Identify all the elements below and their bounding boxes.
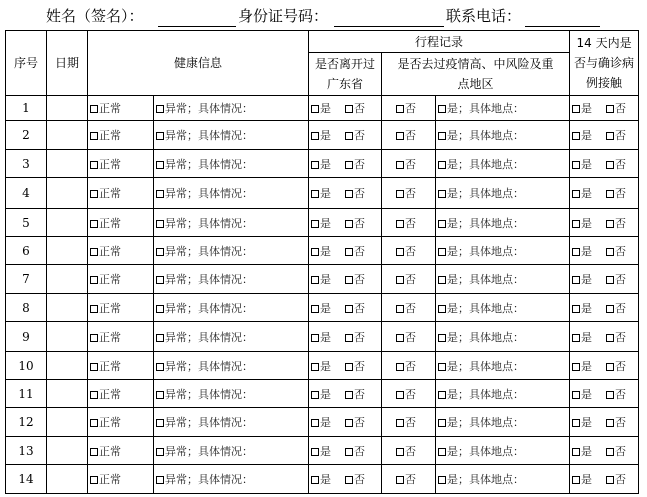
checkbox-icon[interactable] [90, 105, 98, 113]
checkbox-icon[interactable] [606, 391, 614, 399]
health-normal-option[interactable]: 正常 [88, 209, 154, 237]
checkbox-icon[interactable] [156, 276, 164, 284]
row-date[interactable] [47, 209, 88, 237]
row-seq: 5 [6, 209, 47, 237]
health-normal-option[interactable]: 正常 [88, 437, 154, 465]
risk-area-yes-option[interactable]: 是；具体地点： [436, 121, 570, 150]
checkbox-icon[interactable] [438, 391, 446, 399]
left-gd-options[interactable]: 是 否 [309, 265, 382, 294]
table-row [6, 178, 639, 209]
col-travel: 行程记录 [309, 31, 570, 53]
contact-options[interactable]: 是 否 [570, 322, 639, 352]
col-left-gd: 是否离开过广东省 [309, 53, 382, 96]
checkbox-icon[interactable] [438, 220, 446, 228]
contact-options[interactable]: 是 否 [570, 265, 639, 294]
risk-area-yes-option[interactable]: 是；具体地点： [436, 265, 570, 294]
row-seq: 12 [6, 408, 47, 437]
checkbox-icon[interactable] [156, 305, 164, 313]
checkbox-icon[interactable] [345, 132, 353, 140]
table-row [6, 380, 639, 408]
checkbox-icon[interactable] [156, 132, 164, 140]
health-abnormal-option[interactable]: 异常；具体情况： [154, 121, 309, 150]
checkbox-icon[interactable] [345, 476, 353, 484]
checkbox-icon[interactable] [311, 161, 319, 169]
checkbox-icon[interactable] [606, 363, 614, 371]
left-gd-options[interactable]: 是 否 [309, 294, 382, 322]
table-row [6, 265, 639, 294]
health-travel-table [5, 30, 639, 494]
health-normal-option[interactable]: 正常 [88, 465, 154, 494]
checkbox-icon[interactable] [438, 419, 446, 427]
table-row [6, 465, 639, 494]
col-contact: 14 天内是否与确诊病例接触 [570, 31, 639, 96]
checkbox-icon[interactable] [606, 132, 614, 140]
risk-area-yes-option[interactable]: 是；具体地点： [436, 322, 570, 352]
checkbox-icon[interactable] [311, 391, 319, 399]
left-gd-options[interactable]: 是 否 [309, 408, 382, 437]
checkbox-icon[interactable] [606, 334, 614, 342]
checkbox-icon[interactable] [606, 419, 614, 427]
checkbox-icon[interactable] [572, 161, 580, 169]
risk-area-yes-option[interactable]: 是；具体地点： [436, 96, 570, 121]
row-date[interactable] [47, 96, 88, 121]
row-seq: 3 [6, 150, 47, 178]
col-risk-area: 是否去过疫情高、中风险及重点地区 [382, 53, 570, 96]
checkbox-icon[interactable] [345, 105, 353, 113]
risk-area-no-option[interactable]: 否 [382, 352, 436, 380]
contact-options[interactable]: 是 否 [570, 121, 639, 150]
checkbox-icon[interactable] [438, 105, 446, 113]
checkbox-icon[interactable] [90, 448, 98, 456]
checkbox-icon[interactable] [606, 476, 614, 484]
checkbox-icon[interactable] [345, 448, 353, 456]
contact-options[interactable]: 是 否 [570, 408, 639, 437]
checkbox-icon[interactable] [156, 334, 164, 342]
col-health: 健康信息 [88, 31, 309, 96]
checkbox-icon[interactable] [156, 363, 164, 371]
health-abnormal-option[interactable]: 异常；具体情况： [154, 465, 309, 494]
row-date[interactable] [47, 178, 88, 209]
col-date: 日期 [47, 31, 88, 96]
checkbox-icon[interactable] [572, 132, 580, 140]
risk-area-yes-option[interactable]: 是；具体地点： [436, 294, 570, 322]
checkbox-icon[interactable] [156, 476, 164, 484]
risk-area-no-option[interactable]: 否 [382, 294, 436, 322]
health-abnormal-option[interactable]: 异常；具体情况： [154, 352, 309, 380]
row-seq: 7 [6, 265, 47, 294]
health-abnormal-option[interactable]: 异常；具体情况： [154, 96, 309, 121]
left-gd-options[interactable]: 是 否 [309, 237, 382, 265]
checkbox-icon[interactable] [345, 305, 353, 313]
checkbox-icon[interactable] [345, 248, 353, 256]
name-blank[interactable] [158, 26, 236, 27]
health-normal-option[interactable]: 正常 [88, 265, 154, 294]
checkbox-icon[interactable] [396, 190, 404, 198]
risk-area-no-option[interactable]: 否 [382, 209, 436, 237]
checkbox-icon[interactable] [572, 220, 580, 228]
checkbox-icon[interactable] [438, 363, 446, 371]
row-date[interactable] [47, 237, 88, 265]
table-row [6, 352, 639, 380]
left-gd-options[interactable]: 是 否 [309, 380, 382, 408]
left-gd-options[interactable]: 是 否 [309, 437, 382, 465]
checkbox-icon[interactable] [572, 391, 580, 399]
contact-options[interactable]: 是 否 [570, 352, 639, 380]
row-date[interactable] [47, 380, 88, 408]
checkbox-icon[interactable] [90, 363, 98, 371]
table-row [6, 96, 639, 121]
health-normal-option[interactable]: 正常 [88, 150, 154, 178]
row-date[interactable] [47, 465, 88, 494]
left-gd-options[interactable]: 是 否 [309, 352, 382, 380]
risk-area-no-option[interactable]: 否 [382, 380, 436, 408]
checkbox-icon[interactable] [606, 105, 614, 113]
checkbox-icon[interactable] [311, 190, 319, 198]
checkbox-icon[interactable] [438, 448, 446, 456]
checkbox-icon[interactable] [606, 248, 614, 256]
checkbox-icon[interactable] [345, 276, 353, 284]
contact-options[interactable]: 是 否 [570, 294, 639, 322]
checkbox-icon[interactable] [156, 391, 164, 399]
checkbox-icon[interactable] [156, 190, 164, 198]
risk-area-yes-option[interactable]: 是；具体地点： [436, 178, 570, 209]
checkbox-icon[interactable] [156, 248, 164, 256]
contact-options[interactable]: 是 否 [570, 150, 639, 178]
checkbox-icon[interactable] [396, 448, 404, 456]
row-seq: 10 [6, 352, 47, 380]
checkbox-icon[interactable] [438, 476, 446, 484]
row-seq: 8 [6, 294, 47, 322]
checkbox-icon[interactable] [90, 132, 98, 140]
checkbox-icon[interactable] [438, 248, 446, 256]
risk-area-yes-option[interactable]: 是；具体地点： [436, 150, 570, 178]
risk-area-no-option[interactable]: 否 [382, 465, 436, 494]
checkbox-icon[interactable] [345, 334, 353, 342]
health-abnormal-option[interactable]: 异常；具体情况： [154, 237, 309, 265]
checkbox-icon[interactable] [345, 220, 353, 228]
checkbox-icon[interactable] [90, 276, 98, 284]
checkbox-icon[interactable] [572, 248, 580, 256]
checkbox-icon[interactable] [396, 276, 404, 284]
health-normal-option[interactable]: 正常 [88, 322, 154, 352]
health-normal-option[interactable]: 正常 [88, 352, 154, 380]
left-gd-options[interactable]: 是 否 [309, 150, 382, 178]
health-normal-option[interactable]: 正常 [88, 121, 154, 150]
health-normal-option[interactable]: 正常 [88, 96, 154, 121]
checkbox-icon[interactable] [311, 220, 319, 228]
left-gd-options[interactable]: 是 否 [309, 322, 382, 352]
risk-area-no-option[interactable]: 否 [382, 121, 436, 150]
left-gd-options[interactable]: 是 否 [309, 465, 382, 494]
checkbox-icon[interactable] [396, 248, 404, 256]
checkbox-icon[interactable] [396, 220, 404, 228]
table-row [6, 121, 639, 150]
checkbox-icon[interactable] [396, 391, 404, 399]
checkbox-icon[interactable] [345, 190, 353, 198]
risk-area-no-option[interactable]: 否 [382, 437, 436, 465]
risk-area-no-option[interactable]: 否 [382, 150, 436, 178]
checkbox-icon[interactable] [345, 161, 353, 169]
phone-label: 联系电话： [446, 7, 522, 25]
checkbox-icon[interactable] [90, 161, 98, 169]
checkbox-icon[interactable] [572, 363, 580, 371]
checkbox-icon[interactable] [90, 248, 98, 256]
health-normal-option[interactable]: 正常 [88, 237, 154, 265]
checkbox-icon[interactable] [90, 190, 98, 198]
checkbox-icon[interactable] [156, 220, 164, 228]
form-header [0, 5, 647, 29]
checkbox-icon[interactable] [90, 220, 98, 228]
contact-options[interactable]: 是 否 [570, 437, 639, 465]
col-seq: 序号 [6, 31, 47, 96]
checkbox-icon[interactable] [572, 334, 580, 342]
checkbox-icon[interactable] [90, 334, 98, 342]
risk-area-no-option[interactable]: 否 [382, 237, 436, 265]
checkbox-icon[interactable] [438, 132, 446, 140]
checkbox-icon[interactable] [438, 276, 446, 284]
phone-blank[interactable] [525, 26, 600, 27]
risk-area-no-option[interactable]: 否 [382, 408, 436, 437]
left-gd-options[interactable]: 是 否 [309, 178, 382, 209]
checkbox-icon[interactable] [156, 105, 164, 113]
contact-options[interactable]: 是 否 [570, 380, 639, 408]
checkbox-icon[interactable] [311, 448, 319, 456]
name-label: 姓名（签名）： [46, 7, 144, 25]
table-row [6, 437, 639, 465]
risk-area-no-option[interactable]: 否 [382, 265, 436, 294]
row-date[interactable] [47, 352, 88, 380]
health-abnormal-option[interactable]: 异常；具体情况： [154, 437, 309, 465]
risk-area-yes-option[interactable]: 是；具体地点： [436, 352, 570, 380]
checkbox-icon[interactable] [311, 334, 319, 342]
checkbox-icon[interactable] [311, 248, 319, 256]
contact-options[interactable]: 是 否 [570, 96, 639, 121]
checkbox-icon[interactable] [396, 305, 404, 313]
row-date[interactable] [47, 408, 88, 437]
risk-area-yes-option[interactable]: 是；具体地点： [436, 437, 570, 465]
risk-area-yes-option[interactable]: 是；具体地点： [436, 380, 570, 408]
checkbox-icon[interactable] [606, 190, 614, 198]
checkbox-icon[interactable] [572, 276, 580, 284]
checkbox-icon[interactable] [396, 419, 404, 427]
row-seq: 2 [6, 121, 47, 150]
risk-area-no-option[interactable]: 否 [382, 322, 436, 352]
health-abnormal-option[interactable]: 异常；具体情况： [154, 294, 309, 322]
row-seq: 9 [6, 322, 47, 352]
row-seq: 13 [6, 437, 47, 465]
health-normal-option[interactable]: 正常 [88, 294, 154, 322]
checkbox-icon[interactable] [90, 476, 98, 484]
checkbox-icon[interactable] [396, 132, 404, 140]
checkbox-icon[interactable] [311, 276, 319, 284]
row-date[interactable] [47, 294, 88, 322]
checkbox-icon[interactable] [572, 448, 580, 456]
health-abnormal-option[interactable]: 异常；具体情况： [154, 150, 309, 178]
contact-options[interactable]: 是 否 [570, 178, 639, 209]
left-gd-options[interactable]: 是 否 [309, 121, 382, 150]
checkbox-icon[interactable] [345, 363, 353, 371]
checkbox-icon[interactable] [311, 363, 319, 371]
row-seq: 11 [6, 380, 47, 408]
left-gd-options[interactable]: 是 否 [309, 209, 382, 237]
checkbox-icon[interactable] [396, 476, 404, 484]
checkbox-icon[interactable] [156, 448, 164, 456]
risk-area-yes-option[interactable]: 是；具体地点： [436, 209, 570, 237]
row-date[interactable] [47, 150, 88, 178]
row-date[interactable] [47, 437, 88, 465]
row-date[interactable] [47, 121, 88, 150]
risk-area-yes-option[interactable]: 是；具体地点： [436, 465, 570, 494]
id-label: 身份证号码： [238, 7, 329, 25]
checkbox-icon[interactable] [156, 419, 164, 427]
checkbox-icon[interactable] [311, 105, 319, 113]
risk-area-yes-option[interactable]: 是；具体地点： [436, 408, 570, 437]
checkbox-icon[interactable] [396, 105, 404, 113]
checkbox-icon[interactable] [396, 334, 404, 342]
checkbox-icon[interactable] [345, 391, 353, 399]
contact-options[interactable]: 是 否 [570, 209, 639, 237]
health-normal-option[interactable]: 正常 [88, 380, 154, 408]
row-seq: 4 [6, 178, 47, 209]
health-abnormal-option[interactable]: 异常；具体情况： [154, 178, 309, 209]
checkbox-icon[interactable] [396, 363, 404, 371]
health-normal-option[interactable]: 正常 [88, 178, 154, 209]
risk-area-yes-option[interactable]: 是；具体地点： [436, 237, 570, 265]
table-row [6, 408, 639, 437]
health-abnormal-option[interactable]: 异常；具体情况： [154, 408, 309, 437]
row-seq: 1 [6, 96, 47, 121]
table-row [6, 237, 639, 265]
table-row [6, 209, 639, 237]
checkbox-icon[interactable] [311, 132, 319, 140]
checkbox-icon[interactable] [606, 448, 614, 456]
row-date[interactable] [47, 265, 88, 294]
risk-area-no-option[interactable]: 否 [382, 96, 436, 121]
row-seq: 6 [6, 237, 47, 265]
checkbox-icon[interactable] [606, 276, 614, 284]
checkbox-icon[interactable] [438, 334, 446, 342]
health-normal-option[interactable]: 正常 [88, 408, 154, 437]
health-abnormal-option[interactable]: 异常；具体情况： [154, 380, 309, 408]
checkbox-icon[interactable] [345, 419, 353, 427]
left-gd-options[interactable]: 是 否 [309, 96, 382, 121]
health-abnormal-option[interactable]: 异常；具体情况： [154, 322, 309, 352]
checkbox-icon[interactable] [90, 305, 98, 313]
checkbox-icon[interactable] [606, 161, 614, 169]
health-abnormal-option[interactable]: 异常；具体情况： [154, 209, 309, 237]
checkbox-icon[interactable] [438, 305, 446, 313]
contact-options[interactable]: 是 否 [570, 465, 639, 494]
table-row [6, 150, 639, 178]
row-seq: 14 [6, 465, 47, 494]
checkbox-icon[interactable] [396, 161, 404, 169]
health-abnormal-option[interactable]: 异常；具体情况： [154, 265, 309, 294]
checkbox-icon[interactable] [572, 105, 580, 113]
contact-options[interactable]: 是 否 [570, 237, 639, 265]
id-blank[interactable] [334, 26, 444, 27]
risk-area-no-option[interactable]: 否 [382, 178, 436, 209]
checkbox-icon[interactable] [606, 305, 614, 313]
table-row [6, 294, 639, 322]
checkbox-icon[interactable] [90, 419, 98, 427]
checkbox-icon[interactable] [438, 161, 446, 169]
checkbox-icon[interactable] [156, 161, 164, 169]
checkbox-icon[interactable] [572, 190, 580, 198]
table-row [6, 322, 639, 352]
checkbox-icon[interactable] [438, 190, 446, 198]
checkbox-icon[interactable] [606, 220, 614, 228]
checkbox-icon[interactable] [572, 419, 580, 427]
checkbox-icon[interactable] [311, 305, 319, 313]
checkbox-icon[interactable] [90, 391, 98, 399]
checkbox-icon[interactable] [572, 305, 580, 313]
checkbox-icon[interactable] [572, 476, 580, 484]
checkbox-icon[interactable] [311, 419, 319, 427]
row-date[interactable] [47, 322, 88, 352]
checkbox-icon[interactable] [311, 476, 319, 484]
